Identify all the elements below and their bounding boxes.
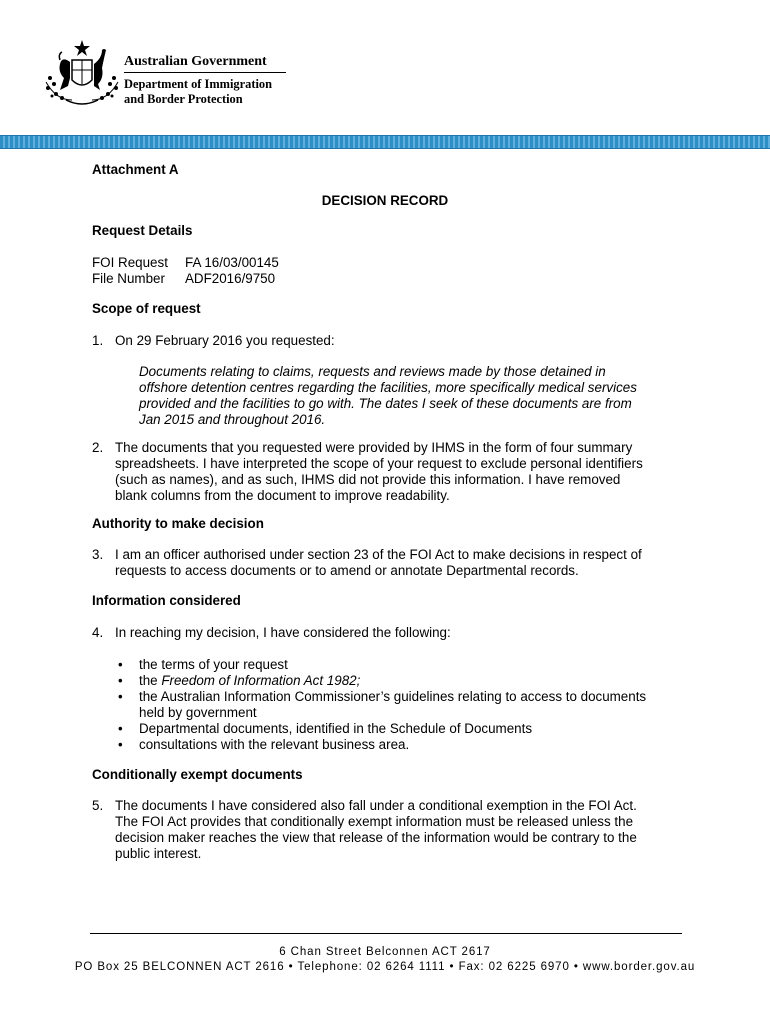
bullet-icon: • [118, 721, 123, 736]
file-number-value: ADF2016/9750 [185, 271, 276, 286]
scope-item2-line: The documents that you requested were provided by IHMS in the form of four summary [115, 440, 633, 455]
item-number: 1. [92, 333, 104, 348]
foi-request-label: FOI Request [92, 255, 168, 270]
item-number: 2. [92, 440, 104, 455]
footer-po-box: PO Box 25 BELCONNEN ACT 2616 [74, 961, 285, 973]
conditional-line: The FOI Act provides that conditionally exempt information must be released unless the [115, 814, 634, 829]
scope-item2-line: blank columns from the document to improve readability. [115, 488, 450, 503]
department-name-line2: and Border Protection [124, 92, 243, 106]
conditional-heading: Conditionally exempt documents [92, 767, 303, 782]
footer-separator-icon: • [449, 961, 459, 973]
footer-website: www.border.gov.au [582, 961, 696, 973]
bullet-item: consultations with the relevant business area. [139, 737, 410, 752]
file-number-label: File Number [92, 271, 165, 286]
information-heading: Information considered [92, 593, 241, 608]
quote-line: Jan 2015 and throughout 2016. [139, 412, 326, 427]
footer-fax: Fax: 02 6225 6970 [458, 961, 570, 973]
conditional-line: The documents I have considered also fall under a conditional exemption in the FOI Act. [115, 798, 637, 813]
authority-heading: Authority to make decision [92, 516, 264, 531]
scope-item2-line: spreadsheets. I have interpreted the scope of your request to exclude personal identifiers [115, 456, 643, 471]
bullet-item-continued: held by government [139, 705, 257, 720]
coat-of-arms-logo [42, 38, 122, 110]
bullet-item: the Australian Information Commissioner’s guidelines relating to access to documents [139, 689, 647, 704]
authority-line: requests to access documents or to amend or annotate Departmental records. [115, 563, 579, 578]
scope-item2-line: (such as names), and as such, IHMS did not provide this information. I have removed [115, 472, 621, 487]
quote-line: Documents relating to claims, requests and reviews made by those detained in [139, 364, 606, 379]
bullet-icon: • [118, 657, 123, 672]
bullet-prefix: the [139, 673, 162, 688]
footer-telephone: Telephone: 02 6264 1111 [297, 961, 446, 973]
authority-line: I am an officer authorised under section 23 of the FOI Act to make decisions in respect of [115, 547, 642, 562]
conditional-line: decision maker reaches the view that release of the information would be contrary to the [115, 830, 637, 845]
footer-separator-icon: • [573, 961, 583, 973]
conditional-line: public interest. [115, 846, 202, 861]
quote-line: provided and the facilities to go with. The dates I seek of these documents are from [139, 396, 632, 411]
item-number: 3. [92, 547, 104, 562]
department-name-line1: Department of Immigration [124, 77, 272, 91]
bullet-item [139, 673, 360, 689]
attachment-label: Attachment A [92, 162, 179, 177]
bullet-icon: • [118, 689, 123, 704]
scope-heading: Scope of request [92, 301, 201, 316]
act-title: Freedom of Information Act 1982; [161, 673, 361, 688]
footer-separator-icon: • [288, 961, 298, 973]
footer-street-address: 6 Chan Street Belconnen ACT 2617 [279, 946, 491, 958]
bullet-icon: • [118, 737, 123, 752]
quote-line: offshore detention centres regarding the facilities, more specifically medical services [139, 380, 637, 395]
item-number: 4. [92, 625, 104, 640]
request-details-heading: Request Details [92, 223, 193, 238]
bullet-item: Departmental documents, identified in the Schedule of Documents [139, 721, 533, 736]
header-band [0, 135, 770, 149]
footer-rule [90, 933, 682, 934]
information-intro: In reaching my decision, I have considered the following: [115, 625, 451, 640]
bullet-item: the terms of your request [139, 657, 288, 672]
foi-request-value: FA 16/03/00145 [185, 255, 279, 270]
document-title [0, 193, 770, 209]
item-number: 5. [92, 798, 104, 813]
header-rule [124, 72, 286, 73]
document-title-text: DECISION RECORD [321, 193, 449, 208]
bullet-icon: • [118, 673, 123, 688]
scope-item1-text: On 29 February 2016 you requested: [115, 333, 335, 348]
footer-contact-line [0, 959, 770, 975]
government-name: Australian Government [124, 54, 267, 69]
